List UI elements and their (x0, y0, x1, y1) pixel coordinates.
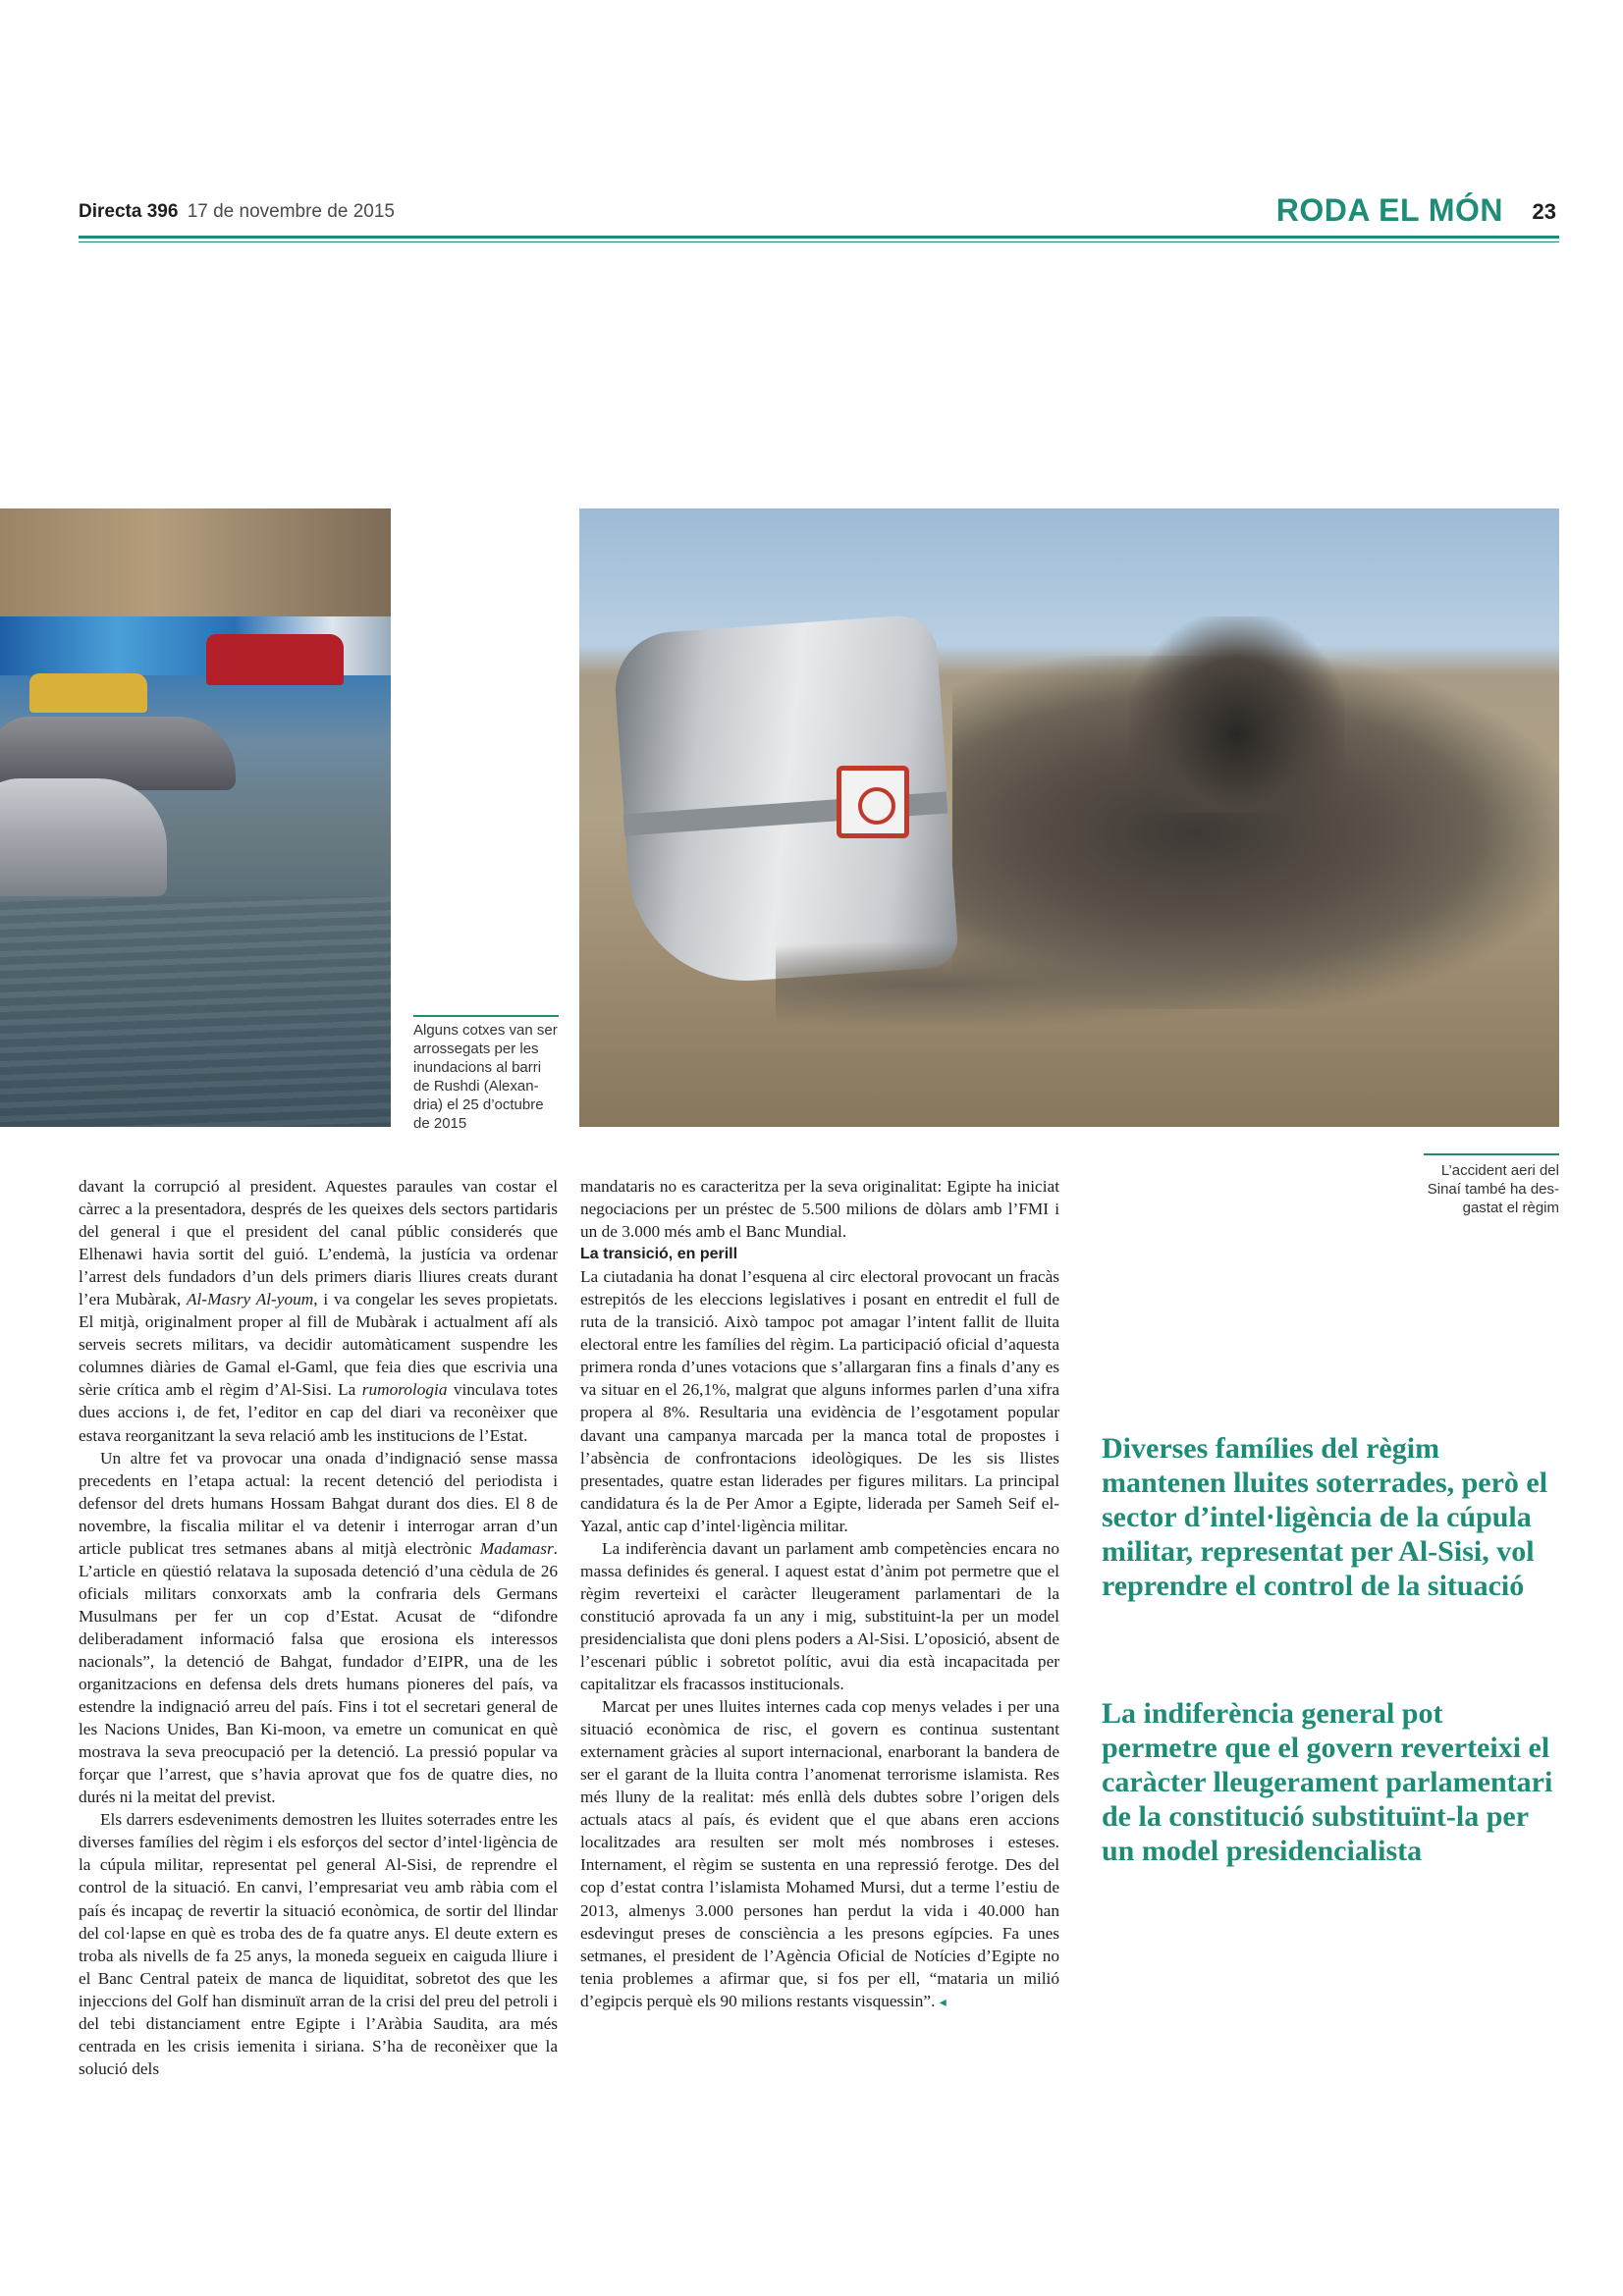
caption-rule (1424, 1153, 1559, 1155)
publication-name: Madamasr (479, 1538, 554, 1558)
photo-white-car (0, 778, 167, 896)
masthead (79, 201, 395, 223)
caption-rule (413, 1015, 559, 1017)
article-column-2 (580, 1175, 1059, 2013)
italic-term: rumorologia (361, 1380, 448, 1400)
paragraph: davant la corrupció al president. Aquestes paraules van costar el càrrec a la presentadora, després de les queixes dels sectors partidaris del general i que el president del canal públic considerés que Elhenawi havia sortit del guió. L’endemà, la justícia va ordenar l’arrest dels fundadors d’un dels primers diaris lliures creats durant l’era Mubàrak, Al-Masry Al-youm, i va congelar les seves propietats. El mitjà, originalment proper al fill de Mubàrak i actualment afí als serveis secrets militars, va decidir automàticament suspendre les columnes diàries de Gamal el-Gaml, que feia dies que escrivia una sèrie crítica amb el règim d’Al-Sisi. La rumorologia vinculava totes dues accions i, de fet, l’editor en cap del diari va reconèixer que estava reorganitzant la seva relació amb les institucions de l’Estat. (79, 1177, 558, 1445)
paragraph: Marcat per unes lluites internes cada cop menys velades i per una situació econòmica de risc, el govern es continua sustentant externament gràcies al suport internacional, enarborant la bandera de ser el garant de la lluita contra l’anomenat terrorisme islamista. Res més lluny de la realitat: més enllà dels dubtes sobre l’origen dels actuals atacs al país, és evident que el que abans eren accions localitzades ara resulten ser molt més nombroses i esteses. Internament, el règim se sustenta en una repressió ferotge. Des del cop d’estat contra l’islamista Mohamed Mursi, dut a terme l’estiu de 2013, almenys 3.000 persones han perdut la vida i 40.000 han esdevingut preses de consciència a les presons egípcies. Fa unes setmanes, el president de l’Agència Oficial de Notícies d’Egipte no tenia problemes a afirmar que, si fos per ell, “mataria un milió d’egipcis perquè els 90 milions restants visquessin”. ◂ (580, 1697, 1059, 2010)
crash-photo (579, 508, 1559, 1127)
photo-tail-logo-ring (858, 787, 895, 825)
flood-caption: Alguns cotxes van ser arrossegats per les inundacions al barri de Rushdi (Alexan- dria) el 25 d’octubre de 2015 (413, 1022, 558, 1132)
paragraph: mandataris no es caracteritza per la seva originalitat: Egipte ha iniciat negociacions per un préstec de 5.500 milions de dòlars amb l’FMI i un de 3.000 més amb el Banc Mundial. (580, 1177, 1059, 1242)
photo-taxi (29, 673, 147, 713)
crash-caption: L’accident aeri del Sinaí també ha des- gastat el règim (1427, 1162, 1559, 1216)
pull-quote: La indiferència general pot permetre que el govern reverteixi el caràcter lleugerament parlamentari de la constitució substituïnt-la per un model presidencialista (1102, 1697, 1553, 1867)
photo-red-car (206, 634, 344, 685)
paragraph: La indiferència davant un parlament amb competències encara no massa definides és general. I aquest estat d’ànim pot permetre que el règim reverteixi el caràcter lleugerament parlamentari de la constitució aprovada fa un any i mig, substituint-la per un model presidencialista que doni plens poders a Al-Sisi. L’oposició, absent de l’escenari públic i sobretot polític, avui dia està incapacitada per capitalitzar els fracassos institucionals. (580, 1538, 1059, 1694)
page-number: 23 (1532, 199, 1556, 224)
publication-name: Al-Masry Al-youm (186, 1290, 314, 1309)
paragraph: Els darrers esdeveniments demostren les lluites soterrades entre les diverses famílies del règim i els esforços del sector d’intel·ligència de la cúpula militar, representat pel general Al-Sisi, de reprendre el control de la situació. En canvi, l’empresariat veu amb ràbia com el país és incapaç de revertir la situació econòmica, de sortir del llindar del col·lapse en què es troba des de fa quatre anys. El deute extern es troba als nivells de fa 25 anys, la moneda segueix en caiguda lliure i el Banc Central pateix de manca de liquiditat, sobretot des que les injeccions del Golf han disminuït arran de la crisi del preu del petroli i del tebi distanciament entre Egipte i l’Aràbia Saudita, ara més centrada en les crisis iemenita i siriana. S’ha de reconèixer que la solució dels (79, 1810, 558, 2078)
end-mark-icon: ◂ (939, 1993, 947, 2009)
pull-quote: Diverses famílies del règim mantenen lluites soterrades, però el sector d’intel·ligència de la cúpula militar, representat per Al-Sisi, vol reprendre el control de la situació (1102, 1432, 1548, 1602)
subheading: La transició, en perill (580, 1246, 738, 1263)
paragraph: La ciutadania ha donat l’esquena al circ electoral provocant un fracàs estrepitós de les eleccions legislatives i posant en entredit el full de ruta de la transició. Això tampoc pot amagar l’intent fallit de lluita electoral entre les famílies del règim. La participació oficial d’aquesta primera ronda d’unes votacions que s’allargaran fins a finals d’any es va situar en el 26,1%, malgrat que alguns informes parlen d’una xifra propera al 8%. Resultaria una evidència de l’esgotament popular davant una campanya marcada per la manca total de propostes i l’absència de confrontacions ideològiques. De les sis llistes presentades, quatre estan liderades per figures militars. La principal candidatura és la de Per Amor a Egipte, liderada per Sameh Seif el-Yazal, antic cap d’intel·ligència militar. (580, 1267, 1059, 1535)
article-column-1 (79, 1175, 558, 2080)
paragraph: Un altre fet va provocar una onada d’indignació sense massa precedents en l’etapa actual: la recent detenció del periodista i defensor del drets humans Hossam Bahgat durant dos dies. El 8 de novembre, la fiscalia militar el va detenir i interrogar arran d’un article publicat tres setmanes abans al mitjà electrònic Madamasr. L’article en qüestió relatava la suposada detenció d’una cèdula de 26 oficials militars conxorxats amb la confraria dels Germans Musulmans per fer un cop d’Estat. Acusat de “difondre deliberadament informació falsa que erosiona els interessos nacionals”, la detenció de Bahgat, fundador d’EIPR, una de les organitzacions en defensa dels drets humans pioneres del país, va estendre la indignació arreu del país. Fins i tot el secretari general de les Nacions Unides, Ban Ki-moon, va emetre un comunicat en què mostrava la seva preocupació per la detenció. La pressió popular va forçar que l’arrest, que s’havia aprovat que fos de quatre dies, no durés ni la meitat del previst. (79, 1448, 558, 1807)
issue-number: Directa 396 (79, 201, 179, 222)
photo-debris (776, 940, 1286, 1029)
header-rule (79, 236, 1559, 239)
photo-water (0, 896, 391, 1127)
photo-buildings (0, 508, 391, 616)
photo-wreckage-top (1129, 616, 1345, 813)
flood-photo (0, 508, 391, 1127)
issue-date: 17 de novembre de 2015 (187, 201, 395, 222)
header-rule-thin (79, 241, 1559, 242)
section-title: RODA EL MÓN (1275, 192, 1503, 228)
